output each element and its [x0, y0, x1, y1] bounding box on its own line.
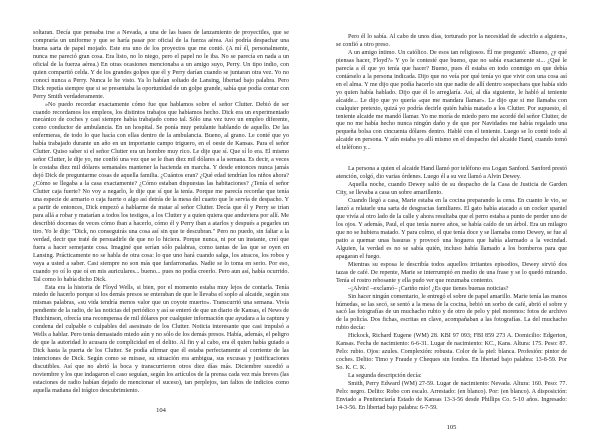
right-page-body: [336, 34, 567, 413]
paragraph: Pero él lo sabía. Al cabo de unos días, torturado por la necesidad de «decirlo a alguien», se confió a otro preso.: [336, 34, 567, 48]
record-smith: Smith, Perry Edward (WM) 27-59. Lugar de nacimiento: Nevada. Altura: 160. Peso: 77. Pelo: negro. Delito: Robo con escalo. Arrestado: (en blanco). Por: (en blanco). A disposición: Enviado a Penitenciaría Estado de Kansas 13-3-56 desde Phillips Co. 5-10 años. Ingresado: 14-3-56. En libertad bajo palabra: 6-7-59.: [336, 381, 567, 411]
left-page: [33, 30, 289, 415]
paragraph: La persona a quien el alcaide Hand llamó por teléfono era Logan Sanford. Sanford prestó atención, colgó, dio varias órdenes. Luego él a su vez llamó a Alvin Dewey.: [336, 166, 567, 181]
paragraph: –¡Alvin! –exclamó– ¡Cariño mío! ¿Es que tienes buenas noticias?: [348, 285, 509, 292]
page-number: 105: [446, 423, 457, 431]
paragraph: A un amigo íntimo. Un católico. De esos tan religiosos. Él me preguntó: «Bueno, ¿y qué piensas hacer, Floyd?» Y yo le contesté que bueno, que no sabía exactamente si... ¿Qué le parecía a él que yo tenía que hacer? Bueno, pues él estaba en todo conmigo en que debía contárselo a la persona indicada. Dijo que no veía por qué tenía yo que vivir con una cosa así en el alma. Y me dijo que podía hacerlo sin que nadie de allí dentro sospechara que había sido yo quien había hablado. Dijo que él lo arreglaría. Así, al día siguiente, le habló al teniente alcaide... Le dijo que yo quería «que me mandara llamar». Le dijo que si me llamaba con cualquier pretexto, quizá yo podría decirle quién había matado a los Clutter. Por supuesto, el teniente alcaide me mandó llamar. Yo me moría de miedo pero me acordé del señor Clutter, de que no me había hecho nunca ningún daño y de que por Navidades me había regalado una pequeña bolsa con cincuenta dólares dentro. Hablé con el teniente. Luego se lo conté todo al alcaide en persona. Y aún estaba yo allí mismo en el despacho del alcaide Hand, cuando tomó el teléfono y...: [336, 49, 567, 152]
right-page: [336, 34, 567, 432]
paragraph: Cuando llegó a casa, Marie estaba en la cocina preparando la cena. En cuanto le vio, se lanzó a relatarle una sarta de desgracias familiares. El gato había atacado a un cocker spaniel que vivía al otro lado de la calle y ahora resultaba que el perro estaba a punto de perder uno de los ojos. Y además, Paul, el que tenía nueve años, se había caído de un árbol. Era un milagro que no se hubiera matado. Y para colmo, el que tenía doce y se llamaba como Dewey, se fue al patio a quemar unas basuras y provocó una hoguera que había alarmado a la vecindad. Alguien, la verdad es no se sabía quién, incluso había llamado a los bomberos para que apagaran el fuego.: [336, 198, 567, 260]
record-hickock: Hickock, Richard Eugene (WM) 28. KBI 97 093; FBI 859 273 A. Domicilio: Edgerton, Kansas. Fecha de nacimiento: 6-6-31. Lugar de nacimiento: KC., Kans. Altura: 175. Peso: 87. Pelo: rubio. Ojos: azules. Complexión: robusta. Color de la piel: blanca. Profesión: pintor de coches. Delito: Timo y Fraude y Cheques sin fondos. En libertad bajo palabra: 13-8-59. Por So. K. C. K.: [336, 333, 567, 372]
paragraph: Aquella noche, cuando Dewey salió de su despacho de la Casa de Justicia de Garden City, se llevaba a casa un sobre amarillento.: [336, 182, 567, 197]
paragraph: soltaran. Decía que pensaba irse a Nevada, a una de las bases de lanzamiento de proyectiles, que se compraría un uniforme y que se haría pasar por oficial de la fuerza aérea. Así podría despachar una buena sarta de papel mojado. Este era uno de los proyectos que me contó. (A mí él, personalmente, nunca me pareció gran cosa. Era listo, no lo niego, pero el papel no le iba. No se parecía en nada a un oficial de la fuerza aérea.) En otras ocasiones mencionaba a un amigo suyo, Perry. Un tipo indio, con quien compartió celda. Y de los grandes golpes que él y Perry darían cuando se juntaran otra vez. Yo no conocí nunca a Perry. Nunca le he visto. Ya lo habían soltado de Lansing, libertad bajo palabra. Pero Dick repetía siempre que si se presentaba la oportunidad de un golpe grande, sabía que podía contar con Perry Smith verdaderamente.: [33, 30, 289, 100]
paragraph: La segunda descripción decía:: [348, 373, 422, 380]
paragraph: Sin hacer ningún comentario, le entregó el sobre de papel amarillo. Marie tenía las manos húmedas, se las secó, se sentó a la mesa de la cocina, bebió un sorbo de café, abrió el sobre y sacó las fotografías de un muchacho rubio y de otro de pelo y piel morenos: fotos de archivo de la policía. Dos fichas, escritas en clave, acompañaban a las fotografías. La del muchacho rubio decía:: [336, 293, 567, 332]
paragraph: Mientras su esposa le describía todos aquellos irritantes episodios, Dewey sirvió dos tazas de café. De repente, Marie se interrumpió en medio de una frase y se lo quedó mirando. Tenía el rostro rebosante y ella pudo ver que rezumaba contento.: [336, 261, 567, 284]
left-page-body: [33, 30, 289, 396]
paragraph: »No puedo recordar exactamente cómo fue que hablamos sobre el señor Clutter. Debió de ser cuando recordamos los empleos, los distintos trabajos que habíamos hecho. Dick era un experimentado mecánico de coches y casi siempre había trabajado como tal. Sólo una vez tuvo un empleo diferente, como conductor de ambulancia. En un hospital. Se ponía muy petulante hablando de aquello. De las enfermeras, de todo lo que hacía con ellas dentro de la ambulancia. Bueno, al grano. Le conté que yo había trabajado durante un año en un importante campo triguero, en el oeste de Kansas. Para el señor Clutter. Quiso saber si el señor Clutter era un hombre muy rico. Le dije que sí. Que sí lo era. El mismo señor Clutter, le dije yo, me confió una vez que se le iban diez mil dólares a la semana. Es decir, a veces le costaba diez mil dólares semanales mantener la hacienda en marcha. Y desde entonces nunca jamás dejó Dick de preguntarme cosas de aquella familia. ¿Cuántos eran? ¿Qué edad tendrían los niños ahora? ¿Cómo se llegaba a la casa exactamente? ¿Cómo estaban dispuestas las habitaciones? ¿Tenía el señor Clutter caja fuerte? No voy a negarlo, le dije que sí que la tenía. Porque me parecía recordar que tenía una especie de armario o caja fuerte o algo así detrás de la mesa del cuarto que le servía de despacho. Y a partir de entonces, Dick empezó a hablarme de matar al señor Clutter. Decía que él y Perry se irían para allá a robar y matarían a todos los testigos, a los Clutter y a quien quiera que anduviera por allí. Me describió docenas de veces cómo iban a hacerlo, cómo él y Perry iban a atarlos y después a pegarles un tiro. Yo le dije: "Dick, no conseguirás una cosa así sin que te descubran." Pero no puedo, sin faltar a la verdad, decir que traté de persuadirle de que no lo hiciera. Porque nunca, ni por un instante, creí que fuera a hacer semejante cosa. Imaginé que serían sólo palabras, como tantas de las que se oyen en Lansing. Prácticamente no se habla de otra cosa: lo que uno hará cuando salga, los atracos, los robos y vaya a usted a saber. Casi siempre no son más que fanfarronadas. Nadie se lo toma en serio. Por eso, cuando yo oí lo que oí en mis auriculares... bueno... pues no podía creerlo. Pero aun así, había ocurrido. Tal como lo había dicho Dick.: [33, 101, 289, 283]
section-break: [336, 153, 567, 166]
paragraph: Esta era la historia de Floyd Wells, si bien, por el momento estaba muy lejos de contarla. Tenía miedo de hacerlo porque si los demás presos se enteraban de que le llevaba el soplo al alcaide, según sus mismas palabras, «su vida tendría menos valor que un coyote muerto». Transcurrió una semana. Vivía pendiente de la radio, de las noticias del periódico y así se enteró de que un diario de Kansas, el News de Hutchinson, ofrecía una recompensa de mil dólares por cualquier información que ayudara a la captura y condena del culpable o culpables del asesinato de los Clutter. Noticia interesante que casi impulsó a Wells a hablar. Pero tenía demasiado miedo aún y no sólo de los demás presos. Había, además, el peligro de que la autoridad lo acusara de complicidad en el delito. Al fin y al cabo, era él quien había guiado a Dick hasta la puerta de los Clutter. Se podía afirmar que él estaba perfectamente al corriente de las intenciones de Dick. Según como se mirase, su situación era ambigua, sus excusas y justificaciones discutibles. Así que no abrió la boca y transcurrieron otros diez días más. Diciembre sucedió a noviembre y los que indagaron el caso seguían, según los artículos de la prensa cada vez más breves (las estaciones de radio habían dejado de mencionar el suceso), tan perplejos, tan faltos de indicios como aquella mañana del trágico descubrimiento.: [33, 284, 289, 394]
page-number: 104: [156, 406, 166, 414]
